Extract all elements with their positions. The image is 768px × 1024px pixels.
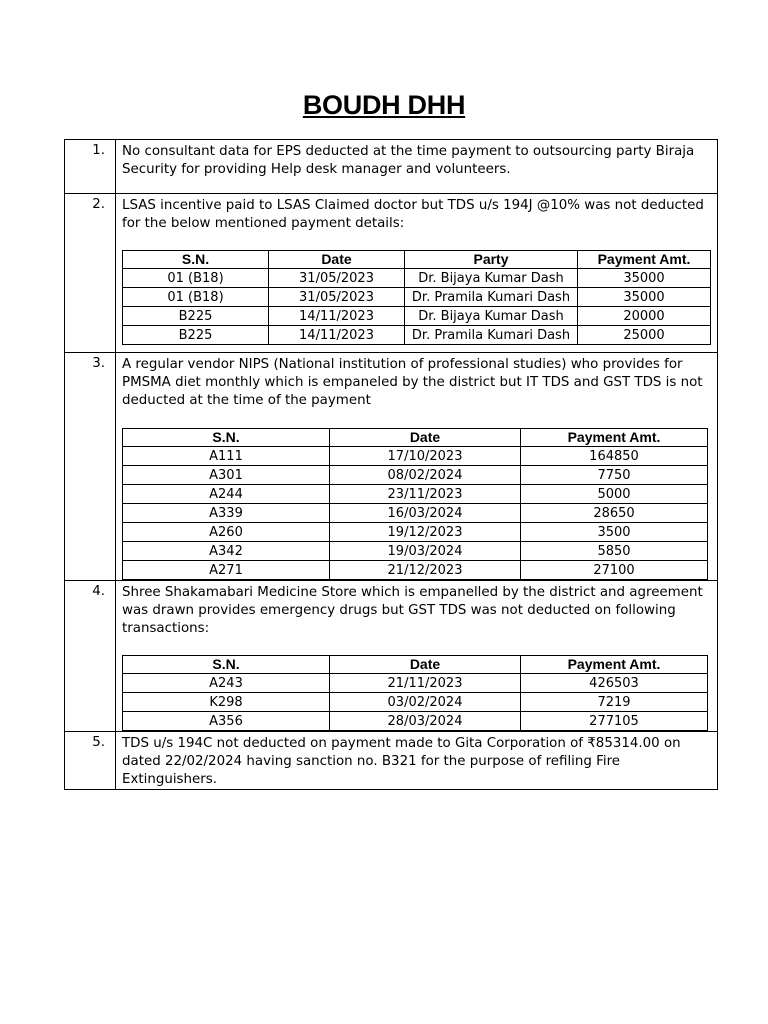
table-cell: A111 [123, 447, 330, 466]
table-cell: 31/05/2023 [269, 269, 405, 288]
table-row [123, 712, 708, 731]
item-number: 4. [65, 581, 116, 732]
column-header: S.N. [123, 429, 330, 447]
column-header: Party [405, 251, 578, 269]
table-row [123, 542, 708, 561]
table-cell: 16/03/2024 [330, 504, 521, 523]
item-number: 1. [65, 140, 116, 194]
observations-table [64, 139, 718, 790]
table-cell: 35000 [578, 269, 711, 288]
table-cell: 28650 [521, 504, 708, 523]
table-header-row [123, 251, 711, 269]
item-number: 2. [65, 194, 116, 353]
observation-text: Shree Shakamabari Medicine Store which is empanelled by the district and agreement was drawn provides emergency drugs but GST TDS was not deducted on following transactions: [122, 585, 703, 636]
table-cell: 25000 [578, 326, 711, 345]
payment-table [122, 250, 711, 345]
observation-row [65, 194, 718, 353]
table-row [123, 466, 708, 485]
observation-cell [116, 353, 718, 581]
table-row [123, 693, 708, 712]
table-cell: B225 [123, 326, 269, 345]
table-cell: 5850 [521, 542, 708, 561]
table-cell: 21/12/2023 [330, 561, 521, 580]
observation-cell [116, 581, 718, 732]
table-row [123, 288, 711, 307]
observation-text: LSAS incentive paid to LSAS Claimed doctor but TDS u/s 194J @10% was not deducted for the below mentioned payment details: [122, 198, 704, 231]
table-cell: A356 [123, 712, 330, 731]
table-cell: K298 [123, 693, 330, 712]
table-cell: 164850 [521, 447, 708, 466]
column-header: Date [330, 656, 521, 674]
column-header: Payment Amt. [521, 656, 708, 674]
table-cell: A244 [123, 485, 330, 504]
table-cell: 14/11/2023 [269, 307, 405, 326]
table-cell: Dr. Pramila Kumari Dash [405, 326, 578, 345]
table-cell: 17/10/2023 [330, 447, 521, 466]
table-cell: 5000 [521, 485, 708, 504]
observation-cell [116, 732, 718, 790]
table-cell: 19/12/2023 [330, 523, 521, 542]
table-cell: 27100 [521, 561, 708, 580]
column-header: Date [269, 251, 405, 269]
table-cell: 03/02/2024 [330, 693, 521, 712]
table-cell: 20000 [578, 307, 711, 326]
payment-table [122, 655, 708, 731]
table-row [123, 674, 708, 693]
table-cell: Dr. Bijaya Kumar Dash [405, 269, 578, 288]
table-cell: A342 [123, 542, 330, 561]
table-row [123, 561, 708, 580]
observation-row [65, 581, 718, 732]
table-cell: Dr. Pramila Kumari Dash [405, 288, 578, 307]
table-row [123, 326, 711, 345]
table-cell: 21/11/2023 [330, 674, 521, 693]
table-header-row [123, 429, 708, 447]
table-row [123, 485, 708, 504]
table-cell: 426503 [521, 674, 708, 693]
table-cell: A260 [123, 523, 330, 542]
table-cell: 28/03/2024 [330, 712, 521, 731]
table-cell: Dr. Bijaya Kumar Dash [405, 307, 578, 326]
table-cell: 19/03/2024 [330, 542, 521, 561]
observation-cell [116, 194, 718, 353]
table-cell: 7219 [521, 693, 708, 712]
table-cell: 08/02/2024 [330, 466, 521, 485]
table-row [123, 269, 711, 288]
observation-row [65, 140, 718, 194]
column-header: Payment Amt. [521, 429, 708, 447]
table-cell: B225 [123, 307, 269, 326]
observation-row [65, 732, 718, 790]
table-cell: A301 [123, 466, 330, 485]
table-cell: 35000 [578, 288, 711, 307]
table-row [123, 447, 708, 466]
item-number: 3. [65, 353, 116, 581]
table-cell: 01 (B18) [123, 288, 269, 307]
table-row [123, 523, 708, 542]
table-header-row [123, 656, 708, 674]
table-cell: 3500 [521, 523, 708, 542]
table-cell: A339 [123, 504, 330, 523]
table-cell: 23/11/2023 [330, 485, 521, 504]
table-cell: 7750 [521, 466, 708, 485]
table-cell: A271 [123, 561, 330, 580]
column-header: Date [330, 429, 521, 447]
table-cell: 31/05/2023 [269, 288, 405, 307]
observation-text: A regular vendor NIPS (National institution of professional studies) who provides for PMSMA diet monthly which is empaneled by the district but IT TDS and GST TDS is not deducted at the time of the payment [122, 357, 703, 408]
document-title: BOUDH DHH [302, 90, 466, 120]
item-number: 5. [65, 732, 116, 790]
column-header: S.N. [123, 656, 330, 674]
observation-row [65, 353, 718, 581]
table-row [123, 307, 711, 326]
table-cell: A243 [123, 674, 330, 693]
column-header: S.N. [123, 251, 269, 269]
table-cell: 277105 [521, 712, 708, 731]
table-row [123, 504, 708, 523]
column-header: Payment Amt. [578, 251, 711, 269]
observation-text: TDS u/s 194C not deducted on payment made to Gita Corporation of ₹85314.00 on dated 22/02/2024 having sanction no. B321 for the purpose of refiling Fire Extinguishers. [122, 736, 681, 787]
table-cell: 01 (B18) [123, 269, 269, 288]
payment-table [122, 428, 708, 580]
observation-cell [116, 140, 718, 194]
observation-text: No consultant data for EPS deducted at the time payment to outsourcing party Biraja Security for providing Help desk manager and volunteers. [122, 144, 695, 177]
table-cell: 14/11/2023 [269, 326, 405, 345]
